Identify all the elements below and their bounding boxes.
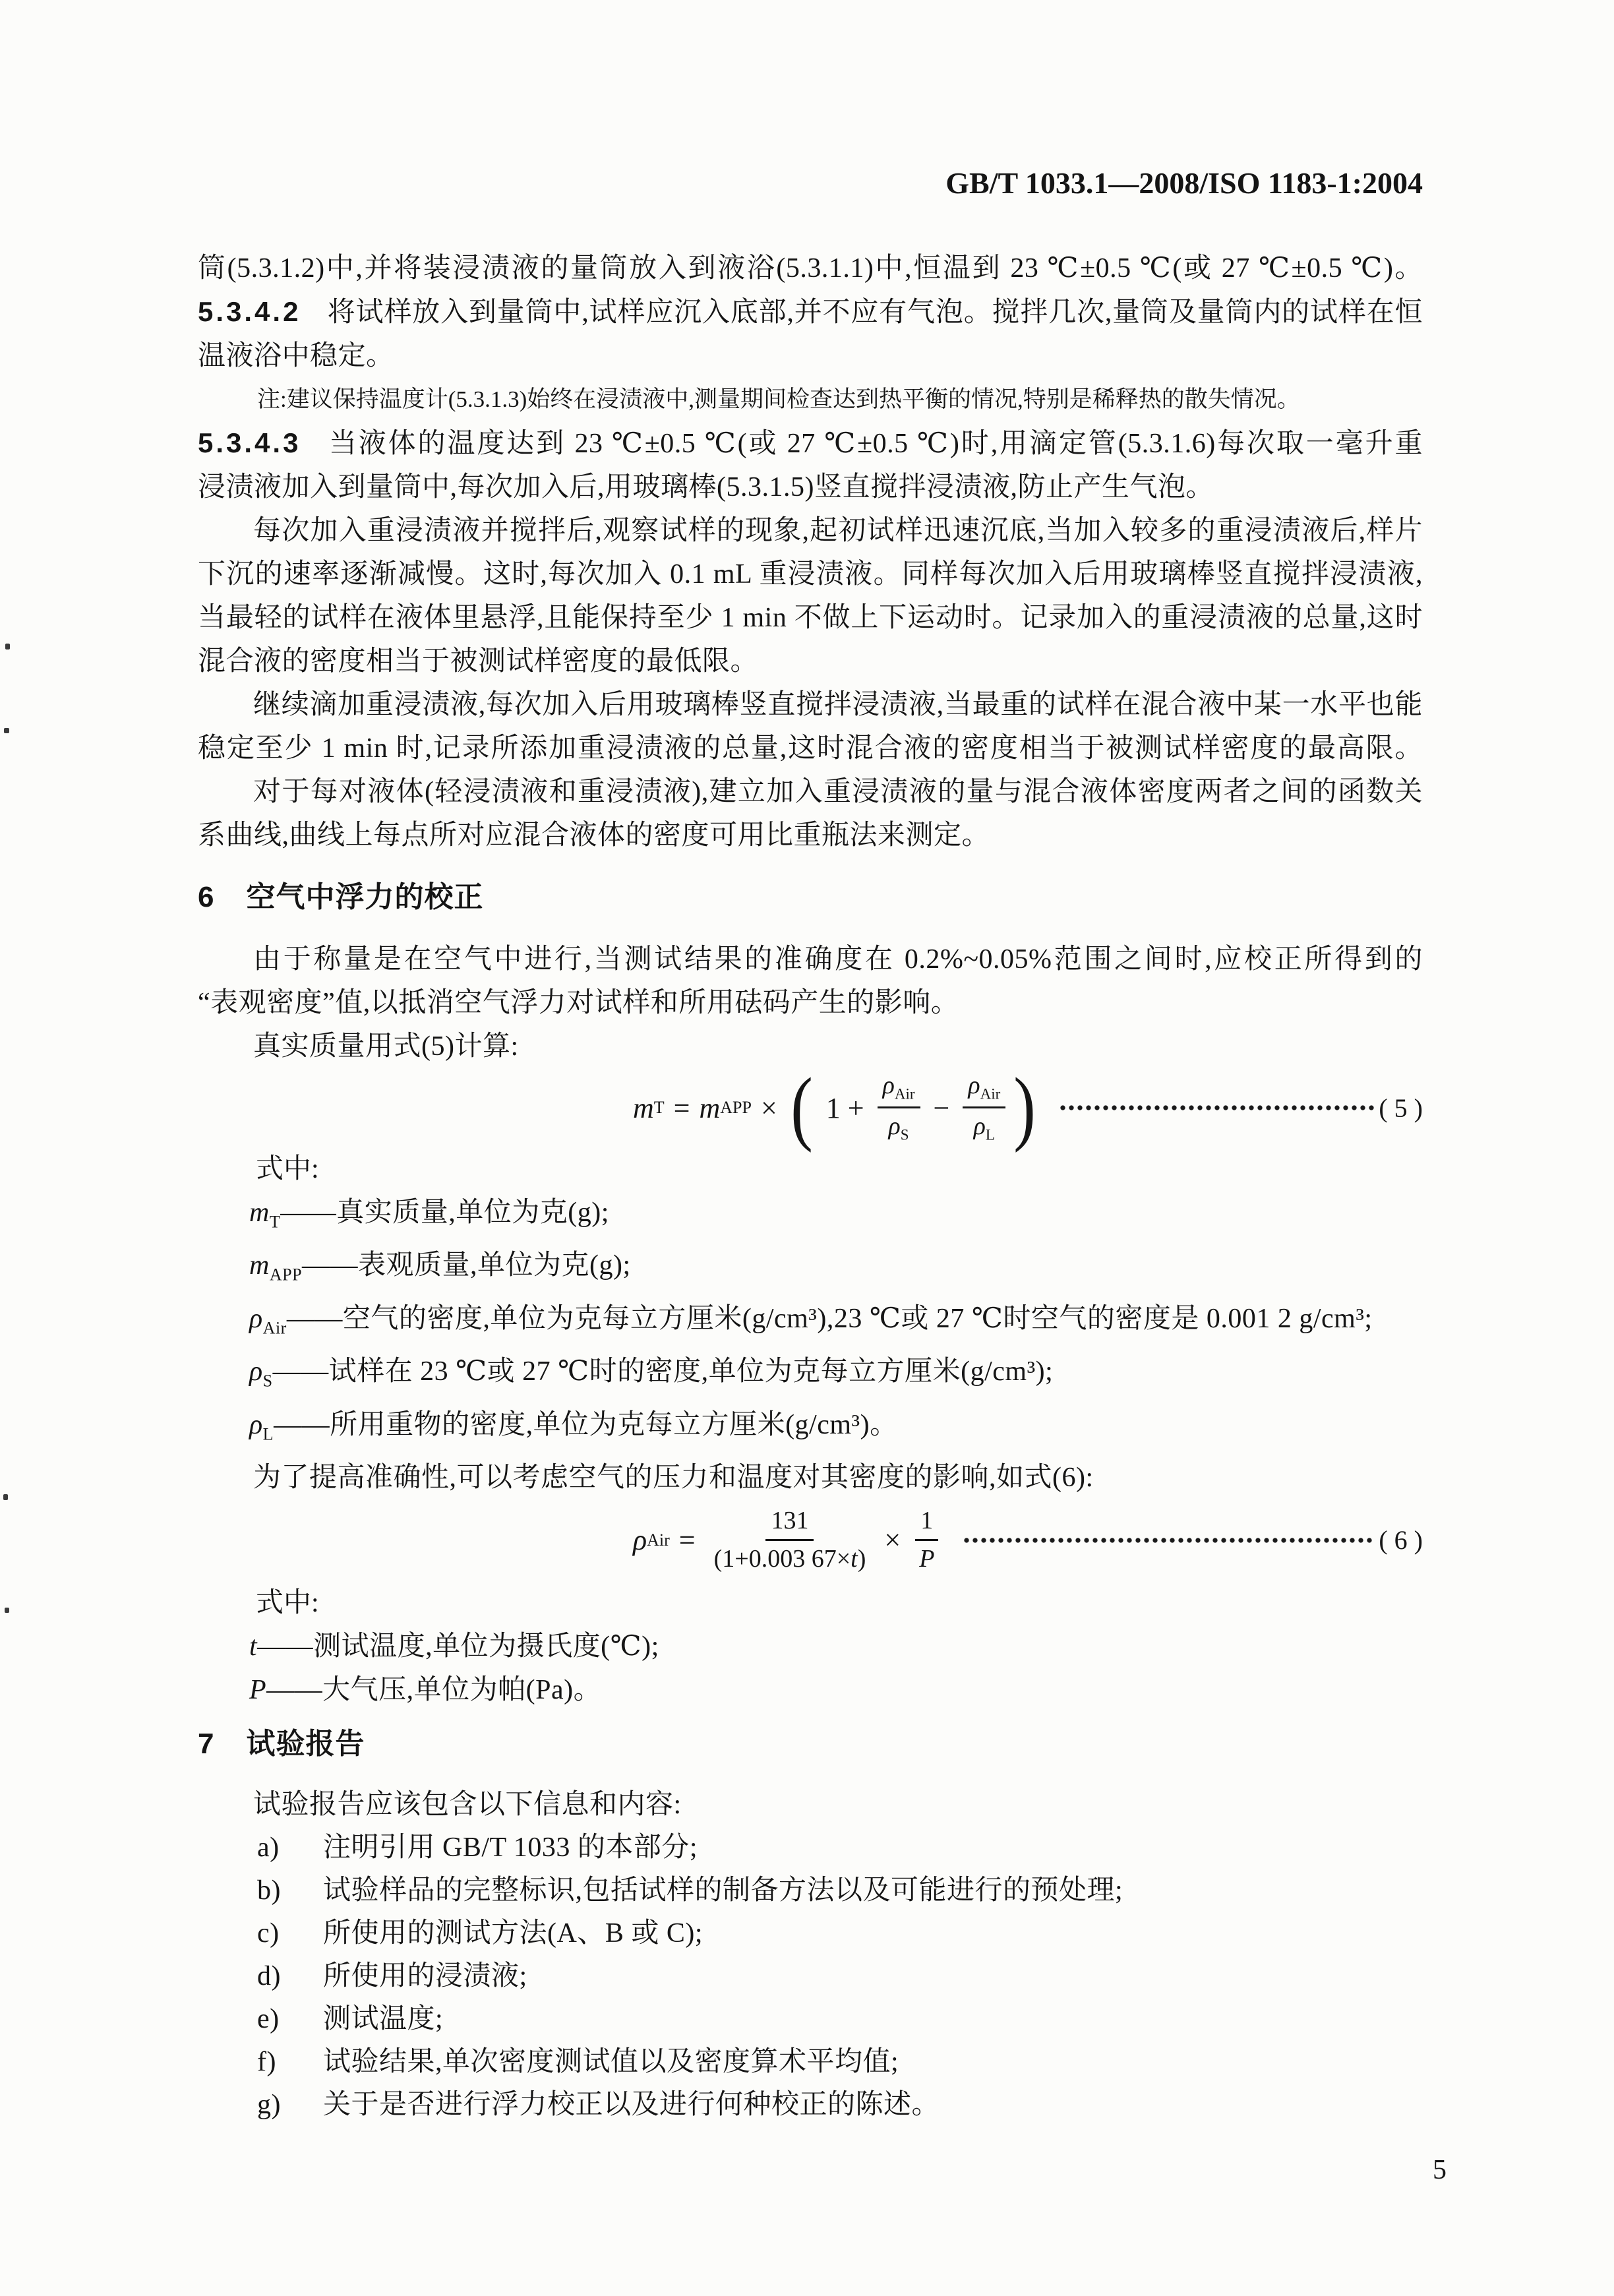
paragraph-line: 当最轻的试样在液体里悬浮,且能保持至少 1 min 不做上下运动时。记录加入的重浸渍液的总量,这时: [198, 603, 1423, 633]
formula-5-body: m T = m APP × ( 1 + $\frac{\rho_{Air}}{\rho_S}$ − $\frac{\rho_{Air}}{\rho_L}$ ): [633, 1062, 1036, 1153]
formula-6-leadin: 为了提高准确性,可以考虑空气的压力和温度对其密度的影响,如式(6):: [253, 1462, 1094, 1493]
scan-speck: [5, 1608, 9, 1613]
fraction-rho-air-over-rho-s: $\frac{\rho_{Air}}{\rho_S}$: [878, 1072, 920, 1144]
section-title: 试验报告: [246, 1727, 365, 1760]
where-label: 式中:: [256, 1154, 319, 1184]
paragraph-line: 对于每对液体(轻浸渍液和重浸渍液),建立加入重浸渍液的量与混合液体密度两者之间的函数关: [253, 777, 1423, 807]
document-code-header: GB/T 1033.1—2008/ISO 1183-1:2004: [945, 166, 1423, 200]
scan-speck: [3, 1494, 8, 1500]
scan-speck: [5, 644, 10, 650]
formula-6: [198, 1499, 1423, 1581]
dot-leader: [1060, 1104, 1375, 1111]
dot-leader: [963, 1537, 1375, 1544]
var-rho-air: ρ: [633, 1524, 647, 1557]
times-sign: ×: [760, 1091, 777, 1124]
clause-5-3-4-3-line2: 浸渍液加入到量筒中,每次加入后,用玻璃棒(5.3.1.5)竖直搅拌浸渍液,防止产生气泡。: [198, 472, 1214, 502]
fraction-rho-air-over-rho-l: $\frac{\rho_{Air}}{\rho_L}$: [963, 1072, 1005, 1144]
equals-sign: =: [678, 1524, 696, 1557]
symbol-definition: $m_T——$真实质量,单位为克(g);: [249, 1197, 609, 1232]
paragraph-line: 由于称量是在空气中进行,当测试结果的准确度在 0.2%~0.05%范围之间时,应校正所得到的: [253, 944, 1423, 975]
clause-number: 5.3.4.3: [198, 427, 301, 458]
formula-5-leadin: 真实质量用式(5)计算:: [253, 1031, 519, 1062]
paragraph-line: 继续滴加重浸渍液,每次加入后用玻璃棒竖直搅拌浸渍液,当最重的试样在混合液中某一水平也能: [253, 690, 1423, 720]
section-number: 7: [198, 1727, 215, 1760]
formula-5: [198, 1062, 1423, 1153]
paragraph-line: 稳定至少 1 min 时,记录所添加重浸渍液的总量,这时混合液的密度相当于被测试样密度的最高限。: [198, 733, 1423, 764]
clause-5-3-4-2-line1: [198, 290, 1423, 334]
one-plus: 1 +: [825, 1091, 864, 1124]
symbol-definition: $m_{APP}——$表观质量,单位为克(g);: [249, 1250, 631, 1284]
section-6-heading: [198, 876, 1423, 919]
equals-sign: =: [673, 1091, 690, 1124]
symbol-definition: t——测试温度,单位为摄氏度(℃);: [249, 1631, 659, 1662]
symbol-definition: $\rho_{Air}——$空气的密度,单位为克每立方厘米(g/cm³),23 ℃或 27 ℃时空气的密度是 0.001 2 g/cm³;: [249, 1303, 1373, 1338]
clause-text: 将试样放入到量筒中,试样应沉入底部,并不应有气泡。搅拌几次,量筒及量筒内的试样在恒: [327, 297, 1423, 328]
section-title: 空气中浮力的校正: [246, 881, 484, 913]
report-item-f: f) 试验结果,单次密度测试值以及密度算术平均值;: [257, 2046, 899, 2077]
paragraph-line: 混合液的密度相当于被测试样密度的最低限。: [198, 646, 759, 677]
report-item-g: g) 关于是否进行浮力校正以及进行何种校正的陈述。: [257, 2089, 940, 2120]
formula-6-body: ρ Air = $\frac{131}{(1+0.003 67\times t)}$ × $\frac{1}{P}$: [633, 1507, 943, 1573]
report-item-b: b) 试验样品的完整标识,包括试样的制备方法以及可能进行的预处理;: [257, 1875, 1123, 1906]
symbol-definition: $\rho_L——$所用重物的密度,单位为克每立方厘米(g/cm³)。: [249, 1409, 898, 1443]
clause-number: 5.3.4.2: [198, 296, 301, 327]
paragraph-line: “表观密度”值,以抵消空气浮力对试样和所用砝码产生的影响。: [198, 988, 959, 1018]
var-m-apparent: m: [699, 1091, 721, 1124]
formula-5-number: ( 5 ): [1379, 1093, 1423, 1123]
page-number: 5: [1433, 2154, 1447, 2185]
note: 注:建议保持温度计(5.3.1.3)始终在浸渍液中,测量期间检查达到热平衡的情况,特别是稀释热的散失情况。: [257, 386, 1300, 412]
report-intro: 试验报告应该包含以下信息和内容:: [253, 1789, 682, 1820]
fraction-131-over-temperature: $\frac{131}{(1+0.003 67\times t)}$: [713, 1507, 866, 1573]
clause-5-3-4-3-line1: [198, 421, 1423, 466]
clause-text: 当液体的温度达到 23 ℃±0.5 ℃(或 27 ℃±0.5 ℃)时,用滴定管(5.3.1.6)每次取一毫升重: [327, 429, 1423, 459]
var-m-true: m: [633, 1091, 654, 1124]
clause-5-3-4-2-line2: 温液浴中稳定。: [198, 341, 394, 371]
scan-speck: [4, 728, 9, 733]
report-item-e: e) 测试温度;: [257, 2003, 444, 2034]
page-content: [198, 0, 1447, 2190]
fraction-1-over-p: $\frac{1}{P}$: [914, 1507, 940, 1573]
symbol-definition: P——大气压,单位为帕(Pa)。: [249, 1674, 602, 1705]
paragraph-line: 每次加入重浸渍液并搅拌后,观察试样的现象,起初试样迅速沉底,当加入较多的重浸渍液后,样片: [253, 516, 1423, 546]
section-7-heading: [198, 1722, 1423, 1766]
symbol-definition: $\rho_S——$试样在 23 ℃或 27 ℃时的密度,单位为克每立方厘米(g/cm³);: [249, 1356, 1054, 1391]
where-label: 式中:: [256, 1587, 319, 1618]
times-sign: ×: [884, 1524, 901, 1557]
formula-6-number: ( 6 ): [1379, 1525, 1423, 1556]
report-item-a: a) 注明引用 GB/T 1033 的本部分;: [257, 1832, 698, 1863]
minus-sign: −: [933, 1091, 950, 1124]
paragraph-line: 下沉的速率逐渐减慢。这时,每次加入 0.1 mL 重浸渍液。同样每次加入后用玻璃棒竖直搅拌浸渍液,: [198, 559, 1423, 589]
section-number: 6: [198, 881, 215, 913]
paragraph-continuation: 筒(5.3.1.2)中,并将装浸渍液的量筒放入到液浴(5.3.1.1)中,恒温到 23 ℃±0.5 ℃(或 27 ℃±0.5 ℃)。: [198, 253, 1423, 284]
report-item-c: c) 所使用的测试方法(A、B 或 C);: [257, 1918, 703, 1949]
report-item-d: d) 所使用的浸渍液;: [257, 1960, 527, 1991]
paragraph-line: 系曲线,曲线上每点所对应混合液体的密度可用比重瓶法来测定。: [198, 820, 990, 851]
